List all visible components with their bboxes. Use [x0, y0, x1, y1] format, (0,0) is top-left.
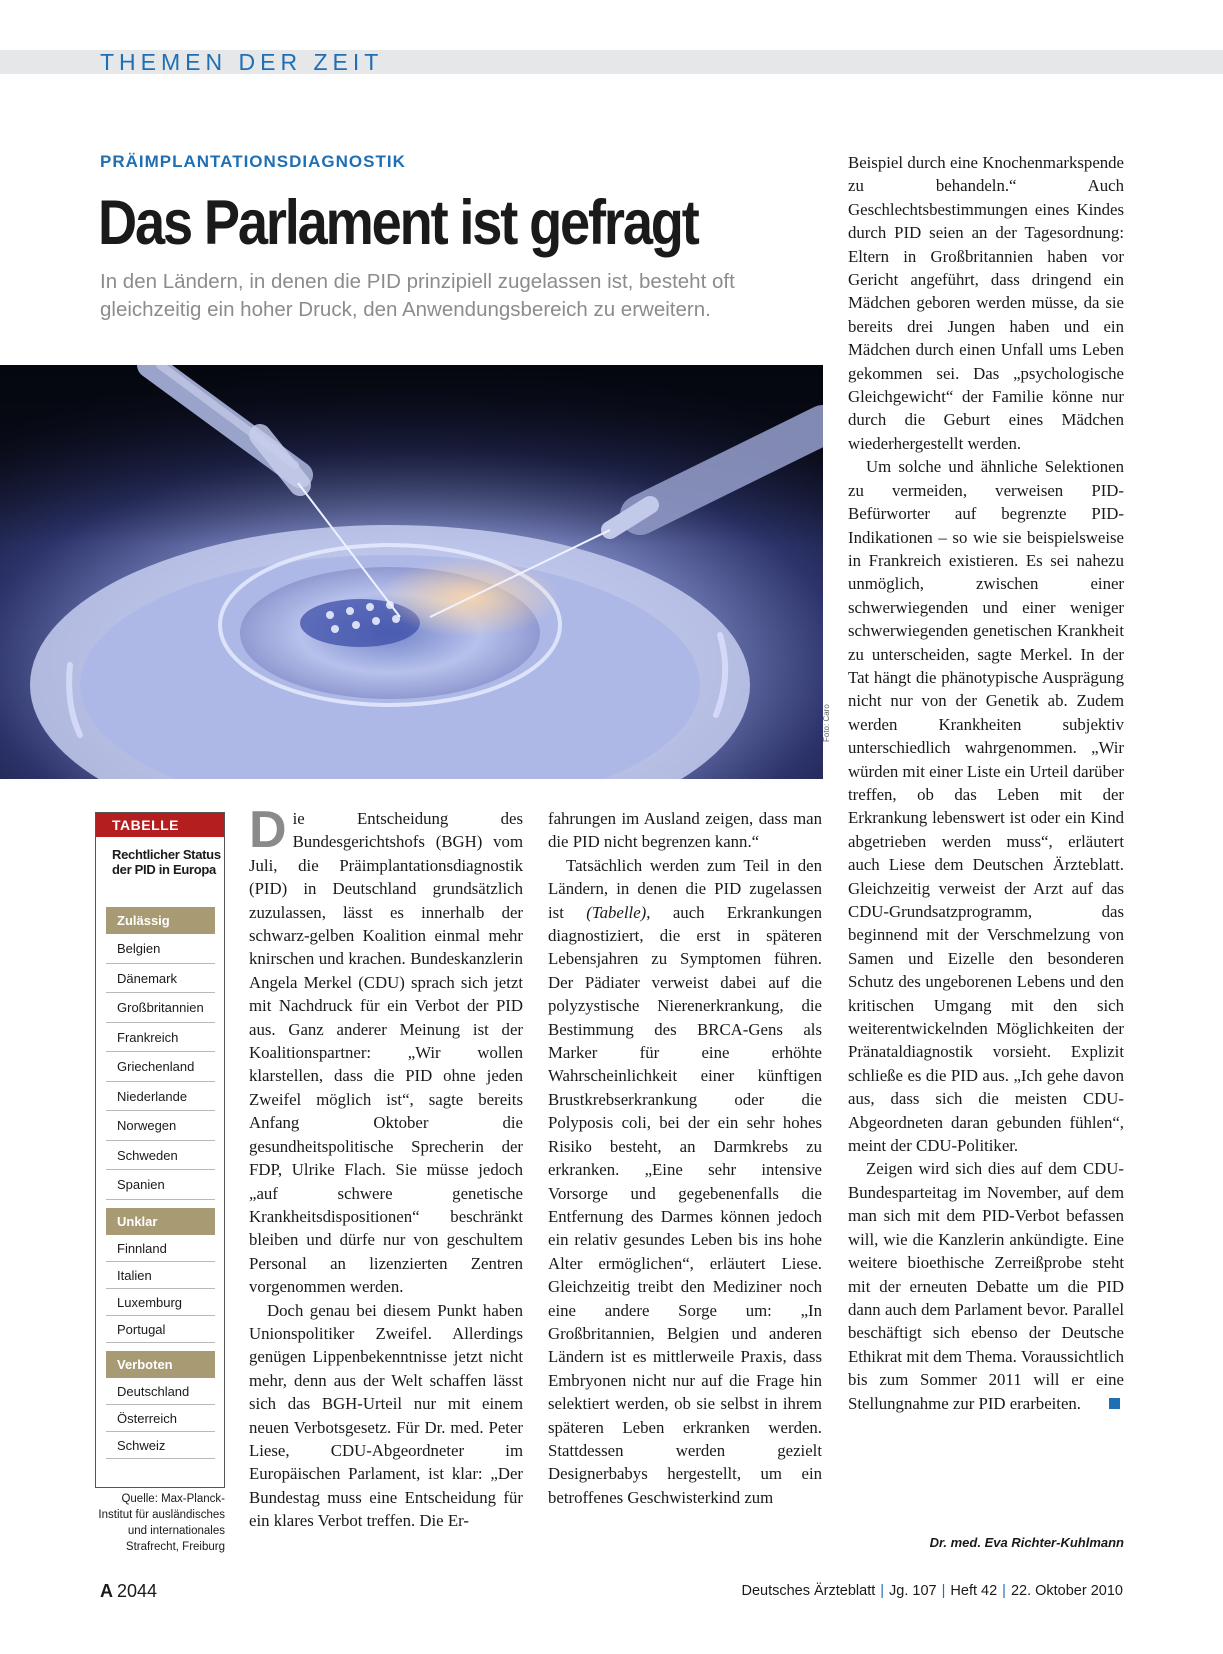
- paragraph: Zeigen wird sich dies auf dem CDU-Bundesparteitag im November, auf dem man sich mit dem PID-Verbot befassen will, wie die Kanzlerin ankündigte. Eine weitere bioethische Zerreißprobe steht mit der erneuten Debatte um die PID dann auch dem Parlament bevor. Parallel beschäftigt sich ebenso der Deutsche Ethikrat mit dem Thema. Voraussichtlich bis zum Sommer 2011 will er eine Stellungnahme zur PID erarbeiten.: [848, 1159, 1124, 1413]
- paragraph: Doch genau bei diesem Punkt haben Unionspolitiker Zweifel. Allerdings genügen Lippenbekenntnisse jetzt nicht mehr, denn aus der Welt schaffen lässt sich das BGH-Urteil nur mit einem neuen Verbotsgesetz. Für Dr. med. Peter Liese, CDU-Abgeordneter im Europäischen Parlament, ist klar: „Der Bundestag muss eine Entscheidung für ein klares Verbot treffen. Die Er-: [249, 1300, 523, 1531]
- country-row: Deutschland: [106, 1378, 215, 1405]
- country-row: Portugal: [106, 1316, 215, 1343]
- country-row: Frankreich: [106, 1023, 215, 1053]
- country-row: Norwegen: [106, 1111, 215, 1141]
- end-mark-icon: [1109, 1398, 1120, 1409]
- article-photo: [0, 365, 823, 779]
- country-row: Schweiz: [106, 1432, 215, 1459]
- country-row: Schweden: [106, 1141, 215, 1171]
- journal-name: Deutsches Ärzteblatt: [741, 1583, 876, 1599]
- article-author: Dr. med. Eva Richter-Kuhlmann: [929, 1535, 1124, 1550]
- country-row: Niederlande: [106, 1082, 215, 1112]
- page-number: 2044: [117, 1581, 158, 1601]
- journal-issue: Heft 42: [950, 1583, 998, 1599]
- article-headline: Das Parlament ist gefragt: [98, 188, 698, 258]
- paragraph: fahrungen im Ausland zeigen, dass man die PID nicht begrenzen kann.“: [548, 809, 822, 852]
- article-column-3: [848, 151, 1124, 1415]
- country-row: Dänemark: [106, 964, 215, 994]
- page-folio: A 2044: [100, 1581, 158, 1601]
- pid-status-table: [95, 812, 225, 1488]
- country-row: Österreich: [106, 1405, 215, 1432]
- category-allowed: Zulässig: [106, 907, 215, 934]
- paragraph: Tatsächlich werden zum Teil in den Ländern, in denen die PID zugelassen ist (Tabelle), auch Erkrankungen diagnostiziert, die erst in späteren Lebensjahren zu Symptomen führen. Der Pädiater verweist dabei auf die polyzystische Nierenerkrankung, die Bestimmung des BRCA-Gens als Marker für eine erhöhte Wahrscheinlichkeit einer künftigen Brustkrebserkrankung oder die Polyposis coli, bei der ein sehr hohes Risiko besteht, an Darmkrebs zu erkranken. „Eine sehr intensive Vorsorge und gegebenenfalls die Entfernung des Darmes können jedoch ein relativ gesundes Leben bis ins hohe Alter ermöglichen“, erläutert Liese. Gleichzeitig treibt den Mediziner noch eine andere Sorge um: „In Großbritannien, Belgien und anderen Ländern ist es mittlerweile Praxis, dass Embryonen nicht nur auf die Frage hin selektiert werden, ob sie selbst in ihrem späteren Leben erkranken werden. Stattdessen werden gezielt Designerbabys hergestellt, um ein betroffenes Geschwisterkind zum: [548, 855, 822, 1507]
- article-deck: In den Ländern, in denen die PID prinzipiell zugelassen ist, besteht oft gleichzeitig ein hoher Druck, den Anwendungsbereich zu erweitern.: [100, 270, 735, 321]
- table-source: Quelle: Max-Planck-Institut für ausländisches und internationales Strafrecht, Freiburg: [98, 1493, 225, 1553]
- country-row: Finnland: [106, 1235, 215, 1262]
- country-row: Luxemburg: [106, 1289, 215, 1316]
- paragraph: Die Entscheidung des Bundesgerichtshofs (BGH) vom Juli, die Präimplantationsdiagnostik (PID) in Deutschland grundsätzlich zuzulassen, lässt es innerhalb der schwarz-gelben Koalition einmal mehr knirschen und krachen. Bundeskanzlerin Angela Merkel (CDU) sprach sich jetzt mit Nachdruck für ein Verbot der PID aus. Ganz anderer Meinung ist der Koalitionspartner: „Wir wollen klarstellen, dass die PID ohne jeden Zweifel möglich ist“, sagte bereits Anfang Oktober die gesundheitspolitische Sprecherin der FDP, Ulrike Flach. Sie müsse jedoch „auf schwere genetische Krankheitsdispositionen“ beschränkt bleiben und dürfe nur von geschultem Personal an lizenzierten Zentren vorgenommen werden.: [249, 801, 523, 1297]
- country-row: Griechenland: [106, 1052, 215, 1082]
- drop-cap: D: [249, 801, 287, 859]
- article-column-1: [249, 801, 523, 1533]
- microinjection-photo: [0, 365, 823, 779]
- table-title: Rechtlicher Status der PID in Europa: [112, 847, 221, 877]
- paragraph: Um solche und ähnliche Selektionen zu vermeiden, verweisen PID-Befürworter auf begrenzte PID-Indikationen – so wie sie beispielsweise in Frankreich existieren. Es sei nahezu unmöglich, zwischen einer schwerwiegenden und einer weniger schwerwiegenden genetischen Krankheit zu unterscheiden, sagte Merkel. In der Tat hängt die phänotypische Ausprägung nicht nur von der Genetik ab. Zudem werden Krankheiten subjektiv unterschiedlich wahrgenommen. „Wir würden mit einer Liste ein Urteil darüber treffen, ob das Leben mit der Erkrankung lebenswert ist oder ein Kind abgetrieben werden muss“, erläutert auch Liese dem Deutschen Ärzteblatt. Gleichzeitig verweist der Arzt auf das CDU-Grundsatzprogramm, das beginnend mit der Verschmelzung von Samen und Eizelle den besonderen Schutz des ungeborenen Lebens und den kritischen Umgang mit den sich weiterentwickelnden Möglichkeiten der Pränataldiagnostik vorsieht. Explizit schließe es die PID aus. „Ich gehe davon aus, dass sich die meisten CDU-Abgeordneten daran gebunden fühlen“, meint der CDU-Politiker.: [848, 457, 1124, 1156]
- category-forbidden: Verboten: [106, 1351, 215, 1378]
- journal-date: 22. Oktober 2010: [1010, 1583, 1123, 1599]
- country-row: Italien: [106, 1262, 215, 1289]
- section-label: THEMEN DER ZEIT: [100, 49, 384, 75]
- country-row: Spanien: [106, 1170, 215, 1200]
- country-row: Großbritannien: [106, 993, 215, 1023]
- article-column-2: [548, 807, 822, 1509]
- category-unclear: Unklar: [106, 1208, 215, 1235]
- article-kicker: PRÄIMPLANTATIONSDIAGNOSTIK: [100, 152, 406, 171]
- table-label: TABELLE: [96, 813, 224, 837]
- photo-credit: Foto: Caro: [822, 704, 831, 742]
- journal-footer: Deutsches Ärzteblatt | Jg. 107 | Heft 42 | 22. Oktober 2010: [741, 1583, 1123, 1599]
- journal-volume: Jg. 107: [889, 1583, 937, 1599]
- paragraph: Beispiel durch eine Knochenmarkspende zu behandeln.“ Auch Geschlechtsbestimmungen eines Kindes durch PID seien an der Tagesordnung: Eltern in Großbritannien haben vor Gericht angeführt, dass dringend ein Mädchen geboren werden müsse, da sie bereits drei Jungen haben und ein Mädchen durch einen Unfall ums Leben gekommen sei. Das „psychologische Gleichgewicht“ der Familie könne nur durch die Geburt eines Mädchen wiederhergestellt werden.: [848, 153, 1124, 453]
- country-row: Belgien: [106, 934, 215, 964]
- table-reference: (Tabelle): [586, 902, 647, 922]
